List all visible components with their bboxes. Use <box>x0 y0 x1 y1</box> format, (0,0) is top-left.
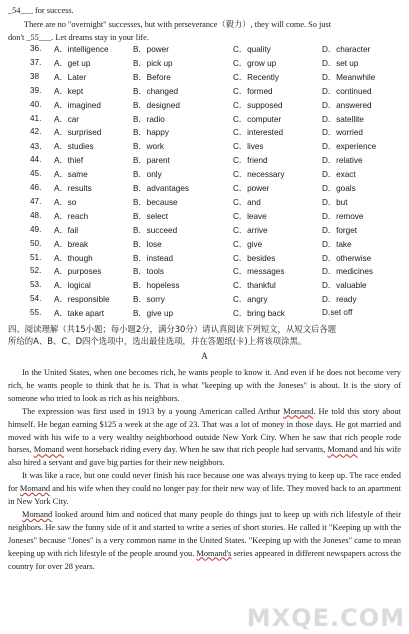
option-d: D．remove <box>322 211 364 221</box>
question-number: 53. <box>30 280 42 290</box>
passage-a <box>8 367 401 574</box>
option-a: A．responsible <box>54 295 110 305</box>
question-number: 41. <box>30 113 42 123</box>
question-number: 51. <box>30 252 42 262</box>
paragraph-3-text-a: It was like a race, but one could never finish his race because one was always trying to keep up. The race ended for <box>8 471 401 494</box>
option-c: C．quality <box>233 45 271 54</box>
passage-title: A <box>201 351 208 361</box>
question-number: 43． <box>30 142 48 152</box>
question-number: 48. <box>30 210 42 220</box>
option-c: C．leave <box>233 211 267 221</box>
question-number: 42. <box>30 127 42 137</box>
option-a: A．so <box>54 197 77 207</box>
option-d: D．worried <box>322 128 363 138</box>
paragraph-4-text-a: looked around him and noticed that many people do things just to keep up with rich lifestyle of their neighbors. He saw the funny side of it and started to write a series of short stories. He called it "Keeping up with the Joneses" because "Jones" is a very common name in the United States. "Keeping up with the Joneses" came to mean keeping up with rich lifestyle of the people around you. <box>8 509 401 558</box>
name-momand: Momand <box>327 445 358 455</box>
option-c: C．thankful <box>233 281 276 291</box>
question-number: 37. <box>30 57 42 67</box>
option-b: B．select <box>133 211 169 221</box>
option-c: C．angry <box>233 295 268 305</box>
option-b: B．only <box>133 170 162 180</box>
option-c: C．friend <box>233 156 268 166</box>
option-c: C．bring back <box>233 309 285 319</box>
option-a: A．reach <box>54 211 89 221</box>
option-c: C．interested <box>233 128 284 138</box>
option-a: A．Later <box>54 72 87 82</box>
option-b: B．instead <box>133 253 174 263</box>
option-b: B．lose <box>133 239 162 249</box>
paragraph-4 <box>8 509 401 574</box>
option-d: D．experience <box>322 142 377 152</box>
option-a: A．results <box>54 184 92 193</box>
option-a: A．fail <box>54 225 79 235</box>
option-a: A．car <box>54 114 80 124</box>
option-c: C．arrive <box>233 225 268 235</box>
option-b: B．changed <box>133 86 179 96</box>
option-a: A．logical <box>54 281 91 291</box>
option-d: D．relative <box>322 156 363 166</box>
option-b: B．work <box>133 142 164 152</box>
paragraph-2-text-a: The expression was first used in 1913 by a young American called Arthur <box>22 406 284 416</box>
question-number: 49. <box>30 224 42 234</box>
name-momand: Momand <box>19 484 51 494</box>
option-a: A．thief <box>54 156 84 166</box>
option-a: A．take apart <box>54 309 105 319</box>
option-c: C．power <box>233 184 270 193</box>
option-a: A．purposes <box>54 267 102 277</box>
option-d: D．goals <box>322 184 356 193</box>
option-b: B．designed <box>133 100 180 110</box>
option-a: A．intelligence <box>54 45 109 54</box>
option-b: B．hopeless <box>133 281 180 291</box>
name-momand: Momand <box>33 445 64 455</box>
option-d: D．character <box>322 45 371 54</box>
option-c: C．formed <box>233 86 273 96</box>
paragraph-2-text-b: . He told this story about himself. He began earning $125 a week at the age of 23. That was a lot of money in those days. He got married and moved with his wife to a very wealthy neighborhood outside New York City. When he saw that rich people rode horses, <box>8 406 401 455</box>
option-b: B．sorry <box>133 295 165 305</box>
paragraph-4-text-b: series appeared in different newspapers across the country for over 28 years. <box>8 548 401 571</box>
option-b: B．tools <box>133 267 164 277</box>
option-d: D．Meanwhile <box>322 72 376 82</box>
option-c: C．grow up <box>233 58 277 68</box>
paragraph-3 <box>8 470 401 509</box>
option-a: A．though <box>54 253 93 263</box>
paragraph-1 <box>8 367 401 406</box>
option-d: D．forget <box>322 225 358 235</box>
option-b: B．advantages <box>133 184 189 193</box>
intro-line-2: There are no "overnight" successes, but with perseverance（毅力）, they will come. So just <box>24 20 331 29</box>
section-instructions <box>8 323 403 347</box>
option-c: C．necessary <box>233 170 285 180</box>
question-number: 46. <box>30 183 42 192</box>
question-number: 38 <box>30 71 40 81</box>
option-a: A．surprised <box>54 128 102 138</box>
question-number: 36. <box>30 44 42 53</box>
option-c: C．and <box>233 197 261 207</box>
name-momand: Momand's <box>196 548 232 558</box>
option-b: B．radio <box>133 114 165 124</box>
question-number: 54. <box>30 294 42 304</box>
option-d: D．satellite <box>322 114 364 124</box>
option-d: D．but <box>322 197 348 207</box>
paragraph-2-text-d: and his wife also hired a servant and gave big parties for their new neighbors. <box>8 445 401 468</box>
question-number: 47. <box>30 196 42 206</box>
option-d: D．set up <box>322 58 359 68</box>
paragraph-3-text-b: and his wife when they could no longer pay for their new way of life. They moved back to an apartment in New York City. <box>8 484 401 507</box>
paragraph-2-text-c: went horseback riding every day. When he saw that rich people had servants, <box>63 445 328 455</box>
option-a: A．studies <box>54 142 94 152</box>
question-number: 52. <box>30 266 42 276</box>
option-b: B．parent <box>133 156 170 166</box>
option-d: D．ready <box>322 295 357 305</box>
intro-line-1: _54___ for success. <box>8 6 74 15</box>
option-b: B．Before <box>133 72 171 82</box>
section-line-2: 所给的A、B、C、D四个选项中，选出最佳选项，并在答题纸(卡)上将该项涂黑。 <box>8 336 307 346</box>
paragraph-2 <box>8 406 401 471</box>
question-number: 55. <box>30 308 42 318</box>
option-b: B．pick up <box>133 58 173 68</box>
option-b: B．succeed <box>133 225 178 235</box>
option-d: D．answered <box>322 100 372 110</box>
option-b: B．happy <box>133 128 169 138</box>
option-c: C．lives <box>233 142 264 152</box>
name-momand: Momand <box>22 509 53 519</box>
option-a: A．break <box>54 239 89 249</box>
option-c: C．messages <box>233 267 285 277</box>
option-d: D．continued <box>322 86 372 96</box>
option-d: D．otherwise <box>322 253 372 263</box>
option-d: D.set off <box>322 308 353 318</box>
option-c: C．besides <box>233 253 276 263</box>
question-number: 50. <box>30 238 42 248</box>
name-momand: Momand <box>283 406 314 416</box>
option-d: D．take <box>322 239 352 249</box>
option-b: B．power <box>133 45 169 54</box>
option-a: A．get up <box>54 58 91 68</box>
question-number: 45. <box>30 169 42 179</box>
option-d: D．exact <box>322 170 356 180</box>
option-a: A．kept <box>54 86 84 96</box>
section-line-1: 四、阅读理解（共15小题；每小题2分，满分30分）请认真阅读下列短文，从短文后各题 <box>8 324 337 334</box>
option-c: C．computer <box>233 114 282 124</box>
option-d: D．medicines <box>322 267 373 277</box>
question-number: 44. <box>30 155 42 165</box>
question-number: 39. <box>30 85 42 95</box>
watermark-logo: MXQE.COM <box>246 604 405 632</box>
option-b: B．because <box>133 197 178 207</box>
question-number: 40. <box>30 99 42 109</box>
option-c: C．Recently <box>233 72 279 82</box>
option-a: A．same <box>54 170 88 180</box>
option-c: C．give <box>233 239 263 249</box>
option-d: D．valuable <box>322 281 367 291</box>
option-b: B．give up <box>133 309 174 319</box>
paragraph-1-text: In the United States, when one becomes rich, he wants people to know it. And even if he does not become very rich, he wants people to think that he is. That is what "keeping up with the Joneses" is about. It is the story of someone who tried to look as rich as his neighbors. <box>8 368 401 403</box>
intro-line-3: don't _55___. Let dreams stay in your life. <box>8 33 149 42</box>
option-a: A．imagined <box>54 100 101 110</box>
option-c: C．supposed <box>233 100 283 110</box>
